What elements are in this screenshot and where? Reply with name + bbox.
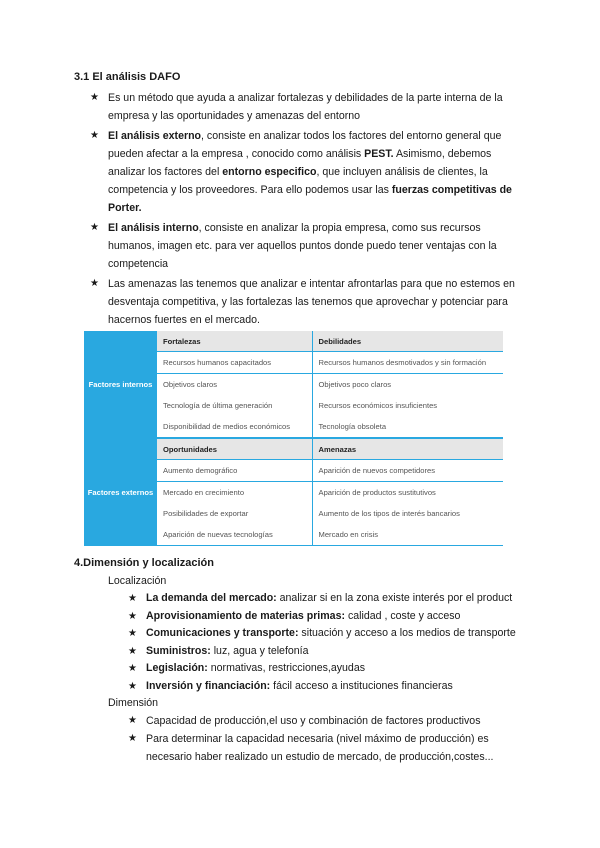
list-item: ★ Para determinar la capacidad necesaria (nivel máximo de producción) es necesario haber realizado un estudio de mercado, de producción,costes... [146,730,516,766]
list-item: ★ Capacidad de producción,el uso y combinación de factores productivos [146,712,516,730]
table-row: Disponibilidad de medios económicos Tecnología obsoleta [84,416,503,438]
star-bullet-icon: ★ [90,222,99,233]
dimension-list [128,712,516,766]
list-item: ★ La demanda del mercado: analizar si en la zona existe interés por el product [146,590,546,608]
internal-factors-label: Factores internos [84,331,157,438]
list-item: ★ Legislación: normativas, restricciones,ayudas [146,660,546,678]
localizacion-list [128,590,546,695]
header-fortalezas: Fortalezas [157,331,312,352]
table-row: Posibilidades de exportar Aumento de los tipos de interés bancarios [84,503,503,524]
list-item: ★ Es un método que ayuda a analizar fortalezas y debilidades de la parte interna de la empresa y las oportunidades y amenazas del entorno [108,89,528,125]
list-item: ★ Aprovisionamiento de materias primas: calidad , coste y acceso [146,608,546,626]
external-factors-label: Factores externos [84,438,157,546]
table-row: Aumento demográfico Aparición de nuevos competidores [84,460,503,482]
list-item: ★ Suministros: luz, agua y telefonía [146,643,546,661]
list-item: ★ El análisis externo, consiste en analizar todos los factores del entorno general que pueden afectar a la empresa , conocido como análisis PEST. Asimismo, debemos analizar los factores del entorno especifico, que incluyen análisis de clientes, la competencia y los proveedores. Para ello podemos usar las fuerzas competitivas de Porter. [108,127,528,217]
section-4-heading: 4.Dimensión y localización [74,557,214,569]
header-amenazas: Amenazas [312,438,503,460]
star-bullet-icon: ★ [128,733,137,744]
star-bullet-icon: ★ [128,680,137,692]
star-bullet-icon: ★ [90,130,99,141]
table-row: Tecnología de última generación Recursos económicos insuficientes [84,395,503,416]
list-item: ★ Inversión y financiación: fácil acceso a instituciones financieras [146,678,546,696]
table-row: Aparición de nuevas tecnologías Mercado en crisis [84,524,503,546]
header-debilidades: Debilidades [312,331,503,352]
list-item: ★ El análisis interno, consiste en analizar la propia empresa, como sus recursos humanos, imagen etc. para ver aquellos puntos donde puedo tener ventajas con la competencia [108,219,528,273]
table-row: Recursos humanos capacitados Recursos humanos desmotivados y sin formación [84,352,503,374]
dimension-label: Dimensión [108,697,159,709]
star-bullet-icon: ★ [128,593,137,604]
star-bullet-icon: ★ [128,628,137,639]
list-item: ★ Las amenazas las tenemos que analizar e intentar afrontarlas para que no estemos en desventaja competitiva, y las fortalezas las tenemos que aprovechar y potenciar para hacernos fuertes en el mercado. [108,275,528,329]
localizacion-label: Localización [108,575,167,587]
list-item: ★ Comunicaciones y transporte: situación y acceso a los medios de transporte [146,625,546,643]
table-row: Mercado en crecimiento Aparición de productos sustitutivos [84,482,503,504]
dafo-bullet-list [90,89,528,331]
dafo-table [84,331,503,546]
star-bullet-icon: ★ [128,663,137,674]
star-bullet-icon: ★ [128,645,137,657]
header-oportunidades: Oportunidades [157,438,312,460]
star-bullet-icon: ★ [90,278,99,289]
table-row: Objetivos claros Objetivos poco claros [84,374,503,396]
star-bullet-icon: ★ [90,92,99,103]
star-bullet-icon: ★ [128,715,137,726]
section-3-1-heading: 3.1 El análisis DAFO [74,71,181,83]
star-bullet-icon: ★ [128,610,137,622]
